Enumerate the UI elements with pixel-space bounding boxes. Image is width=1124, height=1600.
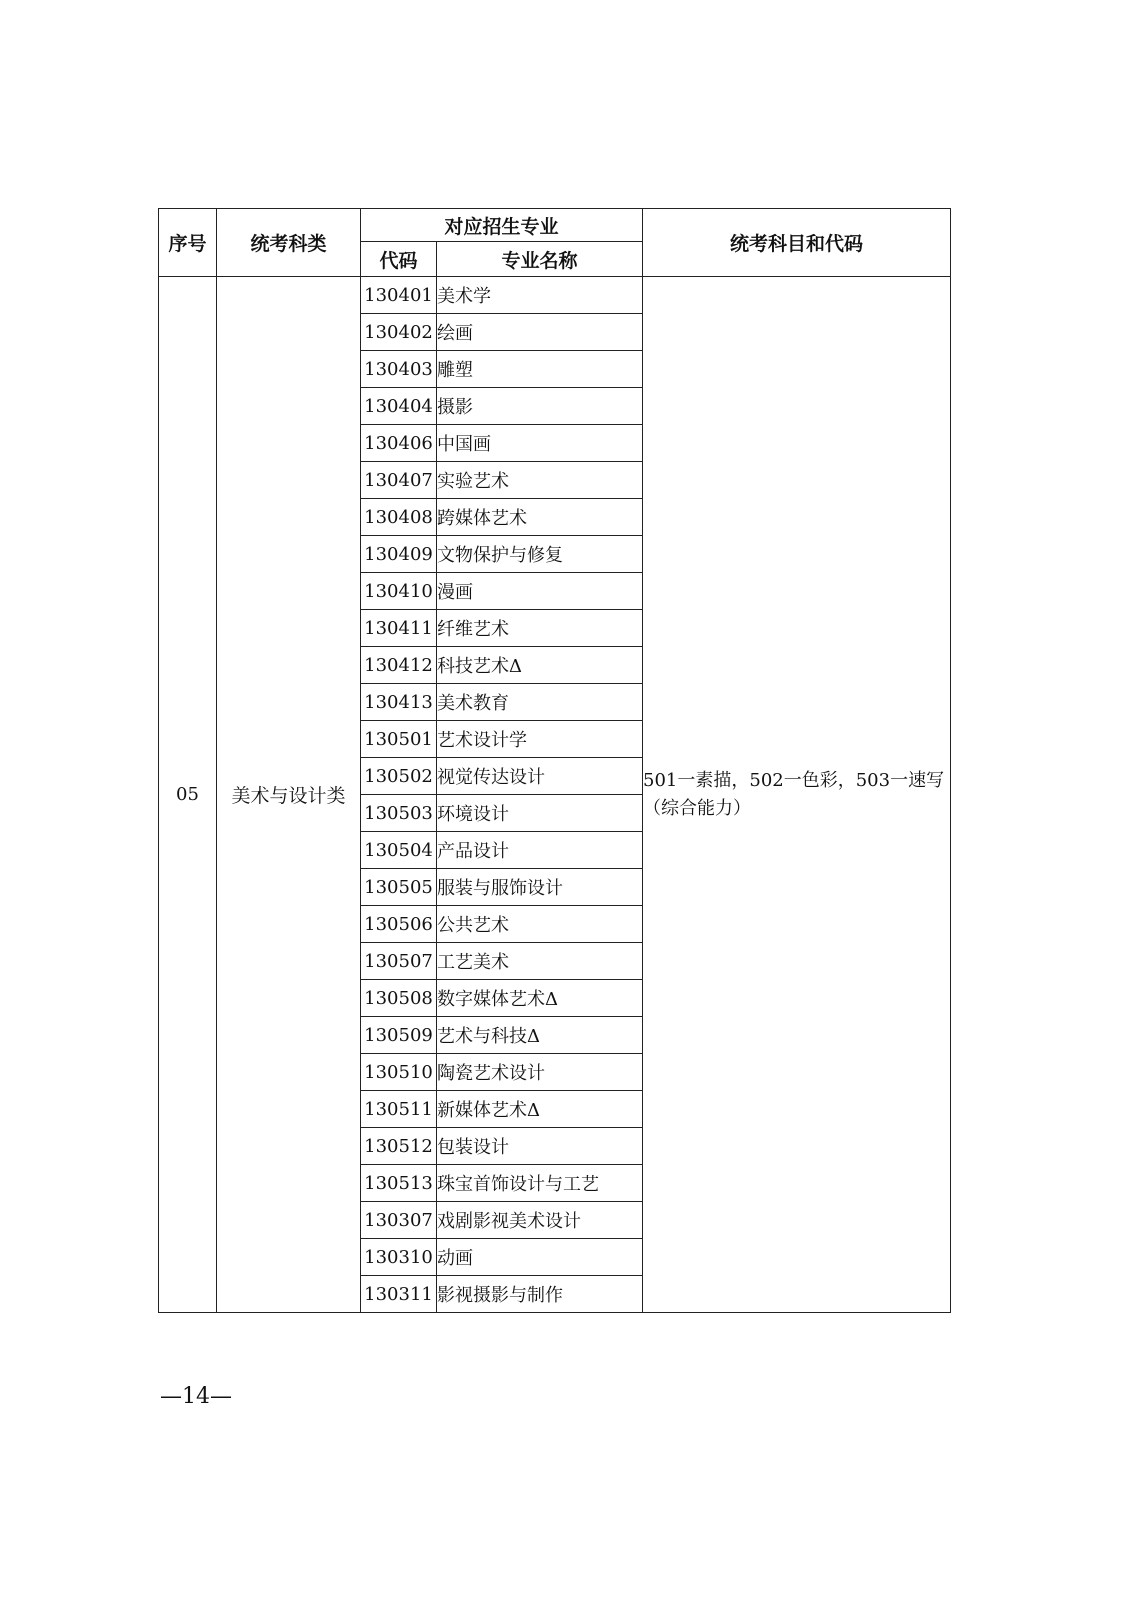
header-code: 代码 <box>361 242 437 277</box>
major-name: 美术教育 <box>437 684 643 721</box>
major-name: 动画 <box>437 1239 643 1276</box>
major-code: 130406 <box>361 425 437 462</box>
major-code: 130504 <box>361 832 437 869</box>
major-name: 文物保护与修复 <box>437 536 643 573</box>
header-major-name: 专业名称 <box>437 242 643 277</box>
header-major-group: 对应招生专业 <box>361 209 643 242</box>
major-code: 130310 <box>361 1239 437 1276</box>
major-name: 中国画 <box>437 425 643 462</box>
major-name: 科技艺术Δ <box>437 647 643 684</box>
major-code: 130408 <box>361 499 437 536</box>
group-category: 美术与设计类 <box>217 277 361 1313</box>
major-code: 130506 <box>361 906 437 943</box>
major-name: 新媒体艺术Δ <box>437 1091 643 1128</box>
major-code: 130407 <box>361 462 437 499</box>
major-name: 雕塑 <box>437 351 643 388</box>
subjects-line-2: （综合能力） <box>643 797 752 819</box>
header-category: 统考科类 <box>217 209 361 277</box>
page-number: —14— <box>160 1384 232 1409</box>
majors-table <box>158 208 951 1313</box>
major-name: 实验艺术 <box>437 462 643 499</box>
major-code: 130410 <box>361 573 437 610</box>
header-seq: 序号 <box>159 209 217 277</box>
table-row <box>159 277 951 314</box>
subjects-line-1: 501一素描，502一色彩，503一速写 <box>643 769 945 791</box>
major-code: 130404 <box>361 388 437 425</box>
major-name: 服装与服饰设计 <box>437 869 643 906</box>
major-name: 艺术与科技Δ <box>437 1017 643 1054</box>
major-name: 戏剧影视美术设计 <box>437 1202 643 1239</box>
major-code: 130512 <box>361 1128 437 1165</box>
major-code: 130511 <box>361 1091 437 1128</box>
major-code: 130503 <box>361 795 437 832</box>
major-name: 产品设计 <box>437 832 643 869</box>
major-name: 工艺美术 <box>437 943 643 980</box>
major-code: 130412 <box>361 647 437 684</box>
header-subjects: 统考科目和代码 <box>643 209 951 277</box>
major-name: 跨媒体艺术 <box>437 499 643 536</box>
major-name: 珠宝首饰设计与工艺 <box>437 1165 643 1202</box>
major-code: 130311 <box>361 1276 437 1313</box>
major-name: 摄影 <box>437 388 643 425</box>
major-code: 130513 <box>361 1165 437 1202</box>
major-name: 数字媒体艺术Δ <box>437 980 643 1017</box>
major-code: 130307 <box>361 1202 437 1239</box>
group-seq: 05 <box>159 277 217 1313</box>
major-code: 130409 <box>361 536 437 573</box>
major-code: 130508 <box>361 980 437 1017</box>
major-name: 纤维艺术 <box>437 610 643 647</box>
major-name: 环境设计 <box>437 795 643 832</box>
major-name: 影视摄影与制作 <box>437 1276 643 1313</box>
major-name: 陶瓷艺术设计 <box>437 1054 643 1091</box>
major-name: 绘画 <box>437 314 643 351</box>
group-subjects <box>643 277 951 1313</box>
major-name: 视觉传达设计 <box>437 758 643 795</box>
major-name: 美术学 <box>437 277 643 314</box>
major-code: 130411 <box>361 610 437 647</box>
major-code: 130403 <box>361 351 437 388</box>
table-body <box>159 277 951 1313</box>
major-code: 130502 <box>361 758 437 795</box>
major-code: 130507 <box>361 943 437 980</box>
major-name: 艺术设计学 <box>437 721 643 758</box>
major-name: 包装设计 <box>437 1128 643 1165</box>
major-code: 130501 <box>361 721 437 758</box>
major-code: 130505 <box>361 869 437 906</box>
major-code: 130413 <box>361 684 437 721</box>
major-code: 130402 <box>361 314 437 351</box>
major-code: 130509 <box>361 1017 437 1054</box>
major-code: 130401 <box>361 277 437 314</box>
major-name: 公共艺术 <box>437 906 643 943</box>
major-code: 130510 <box>361 1054 437 1091</box>
major-name: 漫画 <box>437 573 643 610</box>
